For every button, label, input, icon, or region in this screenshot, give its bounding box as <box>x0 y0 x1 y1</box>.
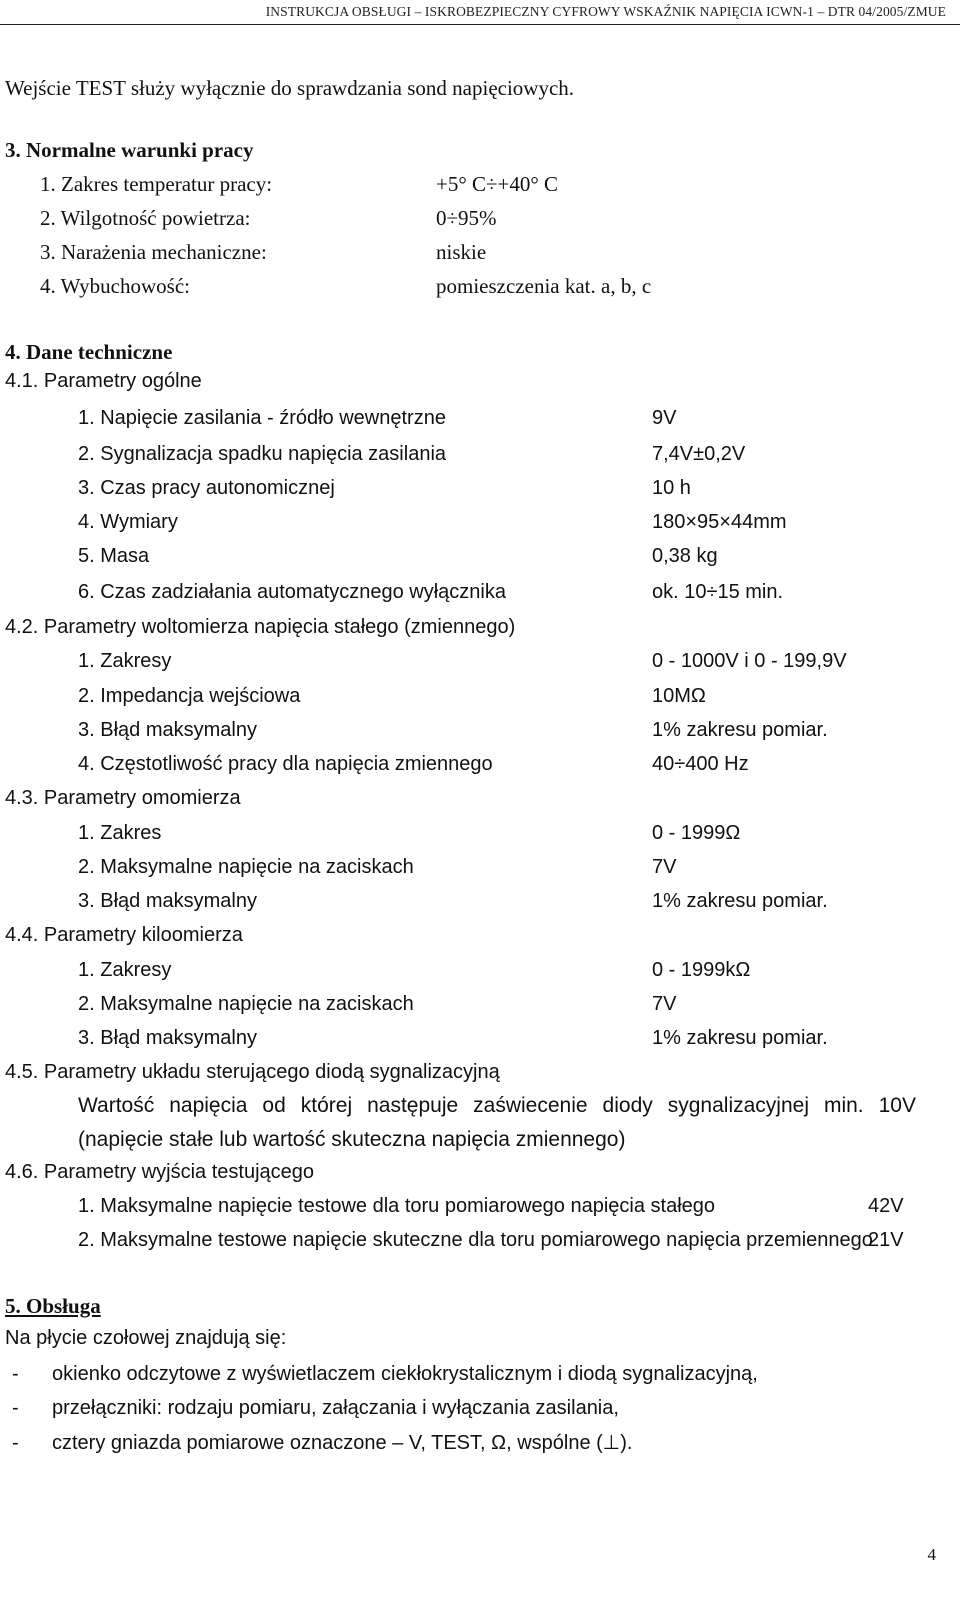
param-value: 40÷400 Hz <box>652 753 749 775</box>
list-item <box>0 238 960 266</box>
param-label: 1. Zakresy <box>78 959 172 981</box>
param-value: 7,4V±0,2V <box>652 443 746 465</box>
list-item <box>0 578 960 606</box>
list-item <box>0 272 960 300</box>
subsection-title-row <box>0 921 960 949</box>
param-value: 10 h <box>652 477 691 499</box>
list-item <box>0 682 960 710</box>
list-item <box>0 542 960 570</box>
param-value: 0 - 1999Ω <box>652 822 741 844</box>
subsection-title-row <box>0 1058 960 1086</box>
subsection-title: 4.3. Parametry omomierza <box>5 787 241 809</box>
param-value: 9V <box>652 407 677 429</box>
param-value: 7V <box>652 856 677 878</box>
condition-label: 3. Narażenia mechaniczne: <box>40 240 267 264</box>
param-value: 1% zakresu pomiar. <box>652 719 828 741</box>
param-value: 42V <box>868 1195 904 1217</box>
list-item <box>0 440 960 468</box>
param-value: 7V <box>652 993 677 1015</box>
param-label: 2. Maksymalne napięcie na zaciskach <box>78 993 414 1015</box>
param-label: 1. Napięcie zasilania - źródło wewnętrzne <box>78 407 446 429</box>
bullet-text: cztery gniazda pomiarowe oznaczone – V, TEST, Ω, wspólne (⊥). <box>52 1432 633 1454</box>
param-label: 3. Czas pracy autonomicznej <box>78 477 335 499</box>
subsection-title-row <box>0 784 960 812</box>
param-value: 0 - 1000V i 0 - 199,9V <box>652 650 847 672</box>
list-item <box>0 1394 960 1422</box>
param-label: 1. Zakres <box>78 822 162 844</box>
list-item <box>0 508 960 536</box>
param-value: 0 - 1999kΩ <box>652 959 751 981</box>
subsection-title: 4.4. Parametry kiloomierza <box>5 924 243 946</box>
param-label: 4. Wymiary <box>78 511 178 533</box>
section-5-heading: 5. Obsługa <box>5 1294 101 1318</box>
param-value: 180×95×44mm <box>652 511 787 533</box>
condition-value: 0÷95% <box>436 206 497 230</box>
param-value: 21V <box>868 1229 904 1251</box>
list-item <box>0 956 960 984</box>
section-3-heading: 3. Normalne warunki pracy <box>5 138 254 162</box>
param-label: 2. Impedancja wejściowa <box>78 685 301 707</box>
list-item <box>0 404 960 432</box>
list-item <box>0 853 960 881</box>
subsection-title-row <box>0 367 960 395</box>
param-label: 1. Zakresy <box>78 650 172 672</box>
bullet-text: przełączniki: rodzaju pomiaru, załączania i wyłączania zasilania, <box>52 1397 619 1419</box>
page-header <box>0 0 960 25</box>
param-value: 0,38 kg <box>652 545 718 567</box>
intro-line <box>0 74 960 102</box>
list-item <box>0 170 960 198</box>
page-number: 4 <box>927 1545 936 1564</box>
section-5-intro-row <box>0 1324 960 1352</box>
subsection-title: 4.6. Parametry wyjścia testującego <box>5 1161 315 1183</box>
list-item <box>0 647 960 675</box>
subsection-title-row <box>0 1158 960 1186</box>
led-threshold-text: Wartość napięcia od której następuje zaświecenie diody sygnalizacyjnej min. 10V <box>78 1094 916 1117</box>
section-5-intro: Na płycie czołowej znajdują się: <box>5 1327 287 1349</box>
bullet-dash: - <box>12 1363 19 1385</box>
condition-label: 4. Wybuchowość: <box>40 274 190 298</box>
subsection-title: 4.1. Parametry ogólne <box>5 370 202 392</box>
bullet-text: okienko odczytowe z wyświetlaczem ciekłokrystalicznym i diodą sygnalizacyjną, <box>52 1363 758 1385</box>
condition-value: pomieszczenia kat. a, b, c <box>436 274 652 298</box>
condition-label: 2. Wilgotność powietrza: <box>40 206 251 230</box>
list-item <box>0 990 960 1018</box>
condition-value: niskie <box>436 240 487 264</box>
list-item <box>0 750 960 778</box>
condition-value: +5° C÷+40° C <box>436 172 559 196</box>
param-label: 5. Masa <box>78 545 150 567</box>
bullet-dash: - <box>12 1397 19 1419</box>
header-title: INSTRUKCJA OBSŁUGI – ISKROBEZPIECZNY CYFROWY WSKAŹNIK NAPIĘCIA ICWN-1 – DTR 04/2005/ZMUE <box>265 4 946 19</box>
subsection-title-row <box>0 613 960 641</box>
section-5-heading-row <box>0 1292 960 1320</box>
list-item <box>0 887 960 915</box>
param-label: 2. Sygnalizacja spadku napięcia zasilania <box>78 443 447 465</box>
param-value: 1% zakresu pomiar. <box>652 890 828 912</box>
list-item <box>0 204 960 232</box>
section-4-heading: 4. Dane techniczne <box>5 340 173 364</box>
param-label: 3. Błąd maksymalny <box>78 890 257 912</box>
param-value: ok. 10÷15 min. <box>652 581 784 603</box>
param-label: 1. Maksymalne napięcie testowe dla toru pomiarowego napięcia stałego <box>78 1195 716 1217</box>
param-label: 2. Maksymalne testowe napięcie skuteczne dla toru pomiarowego napięcia przemiennego <box>78 1229 873 1251</box>
list-item <box>0 1226 960 1254</box>
bullet-dash: - <box>12 1432 19 1454</box>
list-item <box>0 1024 960 1052</box>
param-label: 2. Maksymalne napięcie na zaciskach <box>78 856 414 878</box>
list-item <box>0 716 960 744</box>
param-label: 6. Czas zadziałania automatycznego wyłącznika <box>78 581 506 603</box>
section-4-heading-row <box>0 338 960 366</box>
list-item <box>0 819 960 847</box>
subsection-title: 4.2. Parametry woltomierza napięcia stałego (zmiennego) <box>5 616 516 638</box>
intro-text: Wejście TEST służy wyłącznie do sprawdzania sond napięciowych. <box>5 76 575 100</box>
led-threshold-note: (napięcie stałe lub wartość skuteczna napięcia zmiennego) <box>78 1128 626 1151</box>
subsection-title: 4.5. Parametry układu sterującego diodą sygnalizacyjną <box>5 1061 500 1083</box>
param-label: 3. Błąd maksymalny <box>78 719 257 741</box>
list-item <box>0 1429 960 1457</box>
param-value: 1% zakresu pomiar. <box>652 1027 828 1049</box>
section-3-heading-row <box>0 136 960 164</box>
list-item <box>0 1360 960 1388</box>
condition-label: 1. Zakres temperatur pracy: <box>40 172 273 196</box>
list-item <box>0 1192 960 1220</box>
param-value: 10MΩ <box>652 685 706 707</box>
param-label: 4. Częstotliwość pracy dla napięcia zmiennego <box>78 753 493 775</box>
list-item <box>0 474 960 502</box>
param-label: 3. Błąd maksymalny <box>78 1027 257 1049</box>
